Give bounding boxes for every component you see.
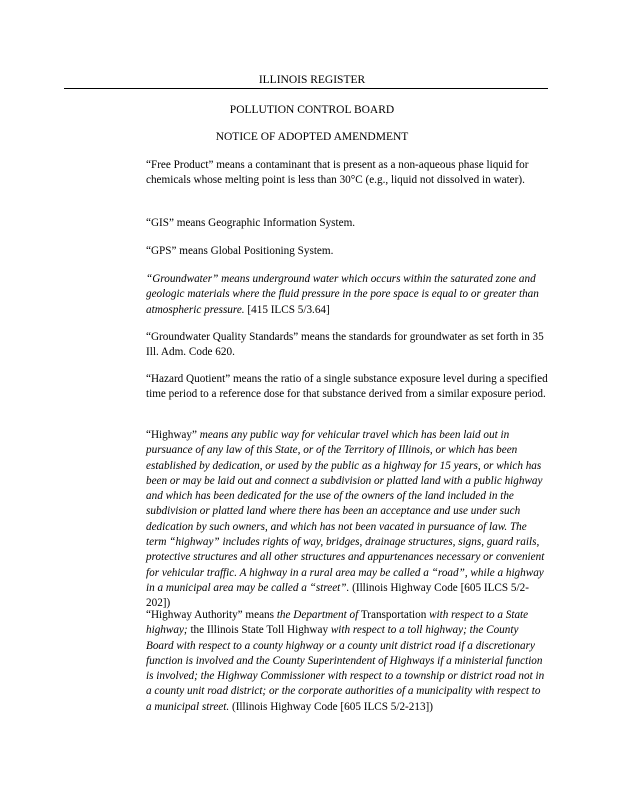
groundwater-citation: [415 ILCS 5/3.64] xyxy=(244,303,330,316)
header-rule xyxy=(64,88,548,89)
ha-part-5: the Illinois State Toll Highway xyxy=(187,624,331,637)
definition-gis: “GIS” means Geographic Information System. xyxy=(146,217,356,229)
highway-statutory-text: means any public way for vehicular travel which has been laid out in pursuance of any law of this State, or of the Territory of Illinois, or which has been established by dedication, or used by the public as a highway for 15 years, or which has been or may be laid out and connect a subdivision or platted land with a public highway and which has been dedicated for the use of the owners of the land included in the subdivision or platted land where there has been an acceptance and use under such dedication by such owners, and which has not been vacated in pursuance of law. The term “highway” includes rights of way, bridges, drainage structures, signs, guard rails, protective structures and all other structures and appurtenances necessary or convenient for vehicular traffic. A highway in a rural area may be called a “road”, while a highway in a municipal area may be called a “street”. xyxy=(146,429,545,594)
register-title: ILLINOIS REGISTER xyxy=(258,74,366,86)
definition-hazard-quotient: “Hazard Quotient” means the ratio of a single substance exposure level during a specified time period to a reference dose for that substance derived from a similar exposure period. xyxy=(146,373,548,401)
ha-part-7: (Illinois Highway Code [605 ILCS 5/2-213]) xyxy=(229,700,434,713)
highway-citation: (Illinois Highway Code [605 ILCS 5/2-202]) xyxy=(146,581,529,610)
definition-groundwater-quality-standards: “Groundwater Quality Standards” means the standards for groundwater as set forth in 35 Ill. Adm. Code 620. xyxy=(146,331,544,359)
ha-part-6: with respect to a toll highway; the County Board with respect to a county highway or a county unit district road if a discretionary function is involved and the County Superintendent of Highways if a ministerial function is involved; the Highway Commissioner with respect to a township or district road not in a county unit road district; or the corporate authorities of a municipality with respect to a municipal street. xyxy=(146,624,545,713)
definition-highway-authority xyxy=(146,608,548,715)
groundwater-statutory-text: “Groundwater” means underground water which occurs within the saturated zone and geologic materials where the fluid pressure in the pore space is equal to or greater than atmospheric pressure. xyxy=(146,273,539,316)
highway-term: “Highway” xyxy=(146,429,197,441)
ha-part-1: “Highway Authority” means xyxy=(146,609,277,621)
definition-free-product: “Free Product” means a contaminant that is present as a non-aqueous phase liquid for chemicals whose melting point is less than 30°C (e.g., liquid not dissolved in water). xyxy=(146,159,529,187)
ha-part-3: Transportation xyxy=(358,609,430,621)
definition-gps: “GPS” means Global Positioning System. xyxy=(146,245,334,257)
notice-title: NOTICE OF ADOPTED AMENDMENT xyxy=(215,131,409,143)
ha-part-2: the Department of xyxy=(276,609,359,621)
board-title: POLLUTION CONTROL BOARD xyxy=(229,104,395,116)
definition-groundwater xyxy=(146,272,548,318)
ha-part-4: with respect to a State highway; xyxy=(146,609,529,637)
definition-highway xyxy=(146,428,548,612)
